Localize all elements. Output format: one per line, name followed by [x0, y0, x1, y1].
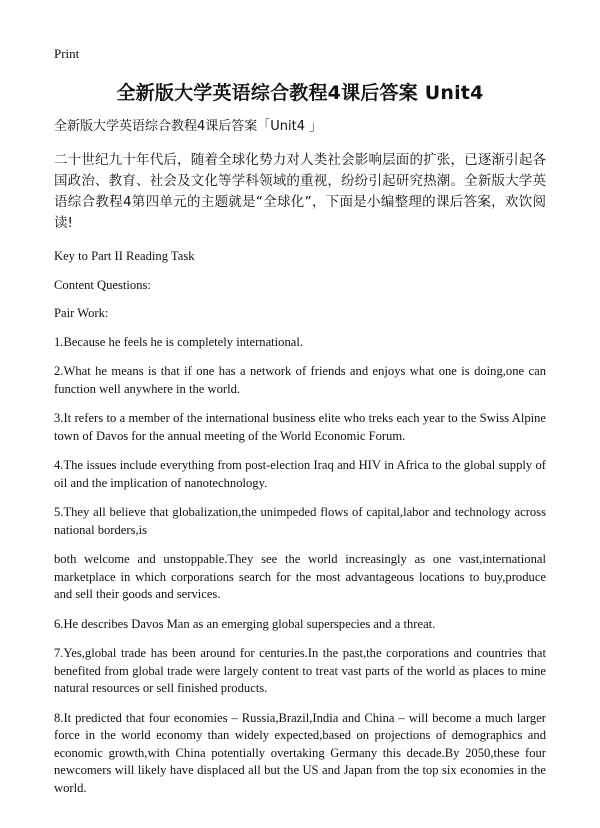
answer-paragraph: 7.Yes,global trade has been around for centuries.In the past,the corporations and countries that benefited from global trade were largely content to treat vast parts of the world as places to mine natural resources or sell finished products. [54, 646, 546, 695]
answer-paragraph: 8.It predicted that four economies – Russia,Brazil,India and China – will become a much larger force in the world economy than widely expected,based on projections of demographics and economic growth,with China potentially overtaking Germany this decade.By 2050,these four newcomers will likely have displaced all but the US and Japan from the top six economies in the world. [54, 710, 546, 795]
answer-paragraph: 1.Because he feels he is completely international. [54, 334, 303, 349]
print-link[interactable]: Print [54, 46, 80, 61]
answer-paragraph: 2.What he means is that if one has a network of friends and enjoys what one is doing,one can function well anywhere in the world. [54, 364, 546, 396]
section-heading: Key to Part II Reading Task [54, 249, 195, 263]
section-subheading: Content Questions: [54, 277, 151, 292]
answer-paragraph: 5.They all believe that globalization,the unimpeded flows of capital,labor and technology across national borders,is [54, 505, 546, 537]
answer-paragraph: 3.It refers to a member of the international business elite who treks each year to the Swiss Alpine town of Davos for the annual meeting of the World Economic Forum. [54, 411, 546, 443]
document-body [54, 118, 546, 809]
document-subtitle: 全新版大学英语综合教程4课后答案「Unit4 」 [54, 119, 323, 134]
section-subheading: Pair Work: [54, 306, 109, 320]
intro-paragraph: 二十世纪九十年代后，随着全球化势力对人类社会影响层面的扩张，已逐渐引起各国政治、教育、社会及文化等学科领域的重视，纷纷引起研究热潮。全新版大学英语综合教程4第四单元的主题就是“全球化”，下面是小编整理的课后答案，欢饮阅读! [54, 152, 546, 231]
answer-paragraph: 4.The issues include everything from post-election Iraq and HIV in Africa to the global supply of oil and the implication of nanotechnology. [54, 458, 546, 490]
page-title: 全新版大学英语综合教程4课后答案 Unit4 [116, 82, 484, 104]
answer-paragraph: both welcome and unstoppable.They see the world increasingly as one vast,international marketplace in which corporations search for the most advantageous locations to buy,produce and sell their goods and services. [54, 552, 546, 601]
answer-paragraph: 6.He describes Davos Man as an emerging global superspecies and a threat. [54, 616, 436, 631]
